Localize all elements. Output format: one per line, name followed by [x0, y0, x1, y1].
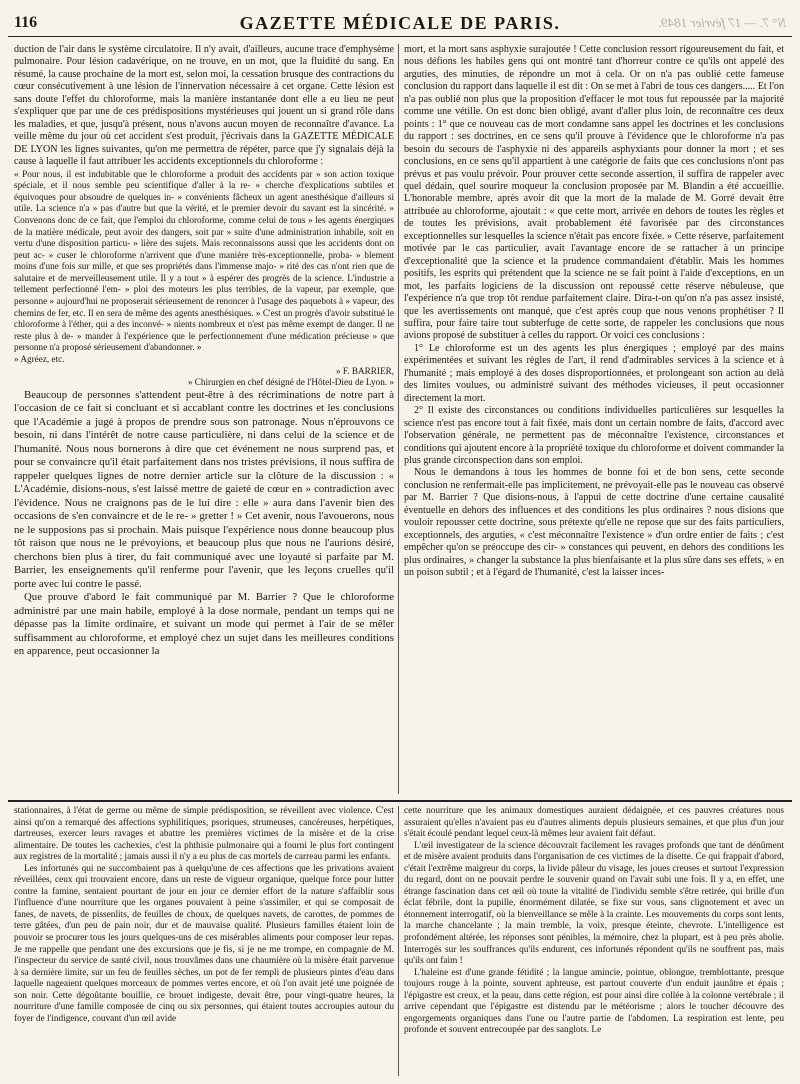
signature-name: » F. BARRIER,	[336, 365, 394, 376]
issue-date: N° 7. — 17 février 1849.	[657, 15, 786, 30]
paragraph: mort, et la mort sans asphyxie surajoutée ! Cette conclusion ressort rigoureusement du fait, et nous défions les habiles gens qui ont montré tant d'horreur contre ce qu'ils ont appelé des arguties, des minuties, de répondre un mot à cela. Or on n'a pas oublié cette fameuse conclusion du rapport dans laquelle il est dit : On se met à l'abri de tous ces dangers..... Et l'on n'a pas oublié non plus que la proposition d'effacer le mot tous fut repoussée par la majorité comme une vétille. On est donc bien obligé, avant d'aller plus loin, de reconnaître ces deux points : 1° que ce nouveau cas de mort condamne sans appel les doctrines et les conclusions du rapport : ses doctrines, en ce sens qu'il prouve à l'évidence que le chloroforme n'a pas besoin du secours de l'asphyxie ni des appareils asphyxiants pour donner la mort ; et ses conclusions, en ce sens qu'il appartient à une catégorie de faits que ces conclusions n'ont pas prévus et pas voulu prévoir. Pour prouver cette seconde assertion, il suffira de rappeler avec quel dédain, quel sourire moqueur la conclusion proposée par M. Blandin a été accueillie. L'honorable membre, après avoir dit que la mort de la malade de M. Gorré devait être attribuée au chloroforme, ajoutait : « que cette mort, arrivée en dehors de toutes les règles et de toutes les prévisions, avait probablement été favorisée par des circonstances exceptionnelles sur lesquelles la science n'était pas encore fixée. » Cette réserve, parfaitement motivée par le cas particulier, avait l'avantage encore de se rattacher à un principe d'exceptionalité que la science et la prudence commandaient d'établir. Mais les hommes positifs, les esprits qui prétendent que la science ne se fait point à l'aide d'exceptions, en un mot, les parfaits logiciens de la discussion ont repoussé cette réserve nébuleuse, que l'expérience n'a que trop tôt rendue parfaitement claire. Dira-t-on qu'on n'a pas assez insisté, que les avertissements ont manqué, que c'est après coup que nous venons prophétiser ? Il suffira, pour faire taire tout subterfuge de cette sorte, de rappeler les conclusions que nous avions proposé de substituer à celles du rapport. Or voici ces conclusions :	[404, 44, 784, 342]
paragraph: Beaucoup de personnes s'attendent peut-être à des récriminations de notre part à l'occasion de ce fait si concluant et si accablant contre les doctrines et les conclusions que l'Académie a jugé à propos de prendre sous son patronage. Nous n'éprouvons ce besoin, ni dans l'intérêt de notre cause particulière, ni dans celui de la science et de l'humanité. Nous nous bornerons à dire que cet événement ne nous surprend pas, et pour se convaincre qu'il était parfaitement dans nos tristes prévisions, il nous suffira de rappeler quelques lignes de notre dernier article sur la clôture de la discussion : « L'Académie, disions-nous, s'est laissé mettre de gaieté de cœur en » contradiction avec l'évidence. Nous ne craignons pas de le lui dire : elle » aura dans l'avenir bien des occasions de s'en convaincre et de le re- » gretter ! » Cet avenir, nous l'avouerons, nous ne le supposions pas si prochain. Mais puisque l'expérience nous donne beaucoup plus tôt raison que nous ne le prévoyions, et beaucoup plus que nous ne l'aurions désiré, cherchons bien plus à tirer, du fait communiqué avec une loyauté si parfaite par M. Barrier, les enseignements qu'il renferme pour l'avenir, que les leçons cruelles qu'il porte avec lui contre le passé.	[14, 388, 394, 590]
page-header	[8, 8, 792, 37]
quoted-letter-excerpt: « Pour nous, il est indubitable que le chloroforme a produit des accidents par » son action toxique spéciale, et il nous semble peu scientifique d'aller à la re- » cherche d'explications subtiles et équivoques pour absoudre de quelques in- » convénients fâcheux un agent anesthésique d'ailleurs si utile. La science n'a » pas d'autre but que la vérité, et le premier devoir du savant est la sincérité. » Convenons donc de ce fait, que l'emploi du chloroforme, comme celui de tous » les agents énergiques de la matière médicale, peut avoir des dangers, soit par » suite d'une administration inhabile, soit en vertu d'une disposition particu- » lière des sujets. Mais reconnaissons aussi que les accidents dont on peut ac- » cuser le chloroforme n'arrivent que d'une manière très-exceptionnelle, proba- » blement moins d'une fois sur mille, et que ses propriétés dans l'immense majo- » rité des cas n'ont rien que de salutaire et de merveilleusement utile. Il y a tout » à espérer des progrès de la science. L'industrie a tellement perfectionné l'em- » ploi des moteurs les plus terribles, de la vapeur, par exemple, que personne » aujourd'hui ne proposerait sérieusement de renoncer à l'usage des paquebots à » vapeur, des chemins de fer, etc. Il en sera de même des agents anesthésiques. » C'est un progrès d'avoir substitué le chloroforme à l'éther, qui a des inconvé- » nients nombreux et n'est pas même exempt de danger. Il ne reste plus à de- » mander à l'expérience que le perfectionnement d'une médication précieuse » que personne n'a proposé sérieusement d'abandonner. »	[14, 168, 394, 353]
paragraph: cette nourriture que les animaux domestiques auraient dédaignée, et ces pauvres créatures nous assuraient qu'elles n'avaient pas eu d'autres aliments depuis plusieurs semaines, et que plus d'un jour s'était écoulé pendant lequel ceux-là mêmes leur avaient fait défaut.	[404, 806, 784, 840]
paragraph: stationnaires, à l'état de germe ou même de simple prédisposition, se réveillent avec violence. C'est ainsi qu'on a remarqué des affections syphilitiques, psoriques, strumeuses, cancéreuses, herpétiques, dartreuses, exercer leurs ravages et abattre les premières victimes de la misère et de la crise alimentaire. De toutes les cachexies, c'est la phthisie pulmonaire qui a fourni le plus fort contingent aux registres de la mortalité ; jamais aussi il n'y a eu plus de cas mortels de carreau parmi les enfants.	[14, 806, 394, 863]
paragraph: L'œil investigateur de la science découvrait facilement les ravages profonds que tant de dénûment et de misère avaient produits dans l'organisation de ces victimes de la disette. Ce qui frappait d'abord, c'était l'extrême maigreur du corps, la livide pâleur du visage, les joues creuses et surtout l'expression du regard, dont on ne pouvait perdre le souvenir quand on l'avait subi une fois. Il y a, en effet, une étrange fascination dans cet œil où toute la vitalité de l'individu semble s'être retirée, qui brille d'un éclat fébrile, dont la pupille, énormément dilatée, se fixe sur vous, sans clignotement et avec un étonnement interrogatif, où la bienveillance se mêle à la crainte. Les mouvements du corps sont lents, la marche chancelante ; la main tremble, la voix, presque éteinte, chevrote. L'intelligence est profondément altérée, les réponses sont pénibles, la mémoire, chez la plupart, est à peu près abolie. Interrogés sur les souffrances qu'ils endurent, ces infortunés répondent qu'ils ne souffrent pas, mais qu'ils ont faim !	[404, 840, 784, 967]
paragraph: Que prouve d'abord le fait communiqué par M. Barrier ? Que le chloroforme administré par une main habile, employé à la dose normale, pendant un temps qui ne dépasse pas la limite ordinaire, et suivant un mode qui permet à l'air de se mêler suffisamment au chloroforme, et employé chez un sujet dans les meilleures conditions en apparence, peut occasionner la	[14, 591, 394, 658]
section-divider	[8, 800, 792, 802]
letter-closing: » Agréez, etc.	[14, 354, 65, 365]
text-column-lower-left	[14, 806, 394, 1076]
text-column-lower-right	[404, 806, 784, 1076]
conclusion-item: 1° Le chloroforme est un des agents les plus énergiques ; employé par des mains expérimentées et suivant les règles de l'art, il rend d'admirables services à la science et à l'humanité ; mais employé à des doses disproportionnées, et prolongeant son action au delà des limites voulues, ou administré suivant des méthodes vicieuses, il peut occasionner directement la mort.	[404, 342, 784, 404]
page-number: 116	[14, 14, 38, 31]
text-column-upper-right	[404, 44, 784, 794]
masthead-title: GAZETTE MÉDICALE DE PARIS.	[239, 13, 561, 33]
paragraph: Les infortunés qui ne succombaient pas à quelqu'une de ces affections que les privations avaient réveillées, ceux qui trouvaient encore, dans un reste de vigueur organique, quelque force pour lutter contre la famine, sentaient pourtant de jour en jour ce dernier effort de la nature s'affaiblir sous l'influence d'une nourriture que les organes pouvaient à peine s'assimiler, et qui se composait de fanes, de navets, de pissenlits, de feuilles de choux, de quelques navets, de carottes, de pommes de terre gâtées, d'un peu de pain noir, dur et de mauvaise qualité. Plusieurs familles étaient loin de pouvoir se procurer tous les jours quelques-uns de ces misérables aliments pour composer leur repas. Je me rappelle que pendant une des excursions que je fis, si je ne me trompe, en compagnie de M. l'inspecteur du service de santé civil, nous trouvâmes dans une chaumière où la misère était parvenue à sa dernière limite, sur un feu de feuilles sèches, un pot de fer rempli de plusieurs pintes d'eau dans laquelle nageaient quelques morceaux de pommes vertes encore, et où l'on avait jeté une poignée de son noir. Cette dégoûtante bouillie, ce brouet indigeste, devait être, pour vingt-quatre heures, la nourriture d'une famille composée de cinq ou six personnes, qui étaient toutes accroupies autour du foyer de l'indigence, couvant d'un œil avide	[14, 863, 394, 1024]
column-divider	[398, 44, 399, 794]
conclusion-item: 2° Il existe des circonstances ou conditions individuelles particulières sur lesquelles la science n'est pas encore tout à fait fixée, mais dont un certain nombre de faits, d'accord avec l'observation générale, ne permettent pas de méconnaître l'existence, circonstances et conditions qui ajoutent encore à la propriété toxique du chloroforme et doivent commander la plus grande circonspection dans son emploi.	[404, 405, 784, 466]
signature-title: » Chirurgien en chef désigné de l'Hôtel-Dieu de Lyon. »	[187, 377, 394, 388]
text-column-upper-left	[14, 44, 394, 794]
column-divider	[398, 806, 399, 1076]
paragraph: Nous le demandons à tous les hommes de bonne foi et de bon sens, cette seconde conclusion ne renfermait-elle pas implicitement, ne prévoyait-elle pas le nouveau cas observé par M. Barrier ? Que disions-nous, à l'appui de cette doctrine d'une certaine causalité éventuelle en dehors des influences et des conditions les plus ordinaires ? nous disions que vouloir repousser cette doctrine, sous prétexte qu'elle ne repose que sur des faits particuliers, exceptionnels, des arguties, « c'est méconnaître l'existence » d'un ordre entier de faits ; c'est empêcher qu'on se préoccupe des cir- » constances qui peuvent, en dehors des conditions les plus ordinaires, » changer la substance la plus bienfaisante et la plus sûre dans ses effets, » en un poison subtil ; et à l'égard de l'humanité, c'est la laisser inces-	[404, 467, 784, 579]
paragraph: duction de l'air dans le système circulatoire. Il n'y avait, d'ailleurs, aucune trace d'emphysème pulmonaire. Pour lésion cadavérique, on ne trouve, en un mot, que la fluidité du sang. En résumé, la cause prochaine de la mort est, selon moi, la cessation brusque des contractions du cœur consécutivement à une lésion de l'innervation nécessaire à cet organe. Cette lésion est sans doute l'effet du chloroforme, mais la manière instantanée dont elle a eu lieu ne peut s'expliquer que par une de ces prédispositions mystérieuses qui jouent un si grand rôle dans les maladies, et que, jusqu'à présent, nous n'avons aucun moyen de reconnaître d'avance. La veille même du jour où cet accident s'est produit, j'écrivais dans la GAZETTE MÉDICALE DE LYON les lignes suivantes, qu'on me permettra de répéter, parce que j'y signalais déjà la cause à laquelle il faut attribuer les accidents exceptionnels du chloroforme :	[14, 44, 394, 168]
paragraph: L'haleine est d'une grande fétidité ; la langue amincie, pointue, oblongue, tremblottante, presque toujours rouge à la pointe, souvent aphteuse, est partout couverte d'un enduit jaunâtre et épais ; l'épigastre est creux, et la peau, dans cette région, est pour ainsi dire collée à la colonne vertébrale ; il arrive cependant que l'épigastre est distendu par le météorisme ; alors le toucher découvre des engorgements organiques dans l'une ou l'autre partie de l'abdomen. La respiration est lente, peu profonde et souvent entrecoupée par des sanglots. Le	[404, 967, 784, 1036]
